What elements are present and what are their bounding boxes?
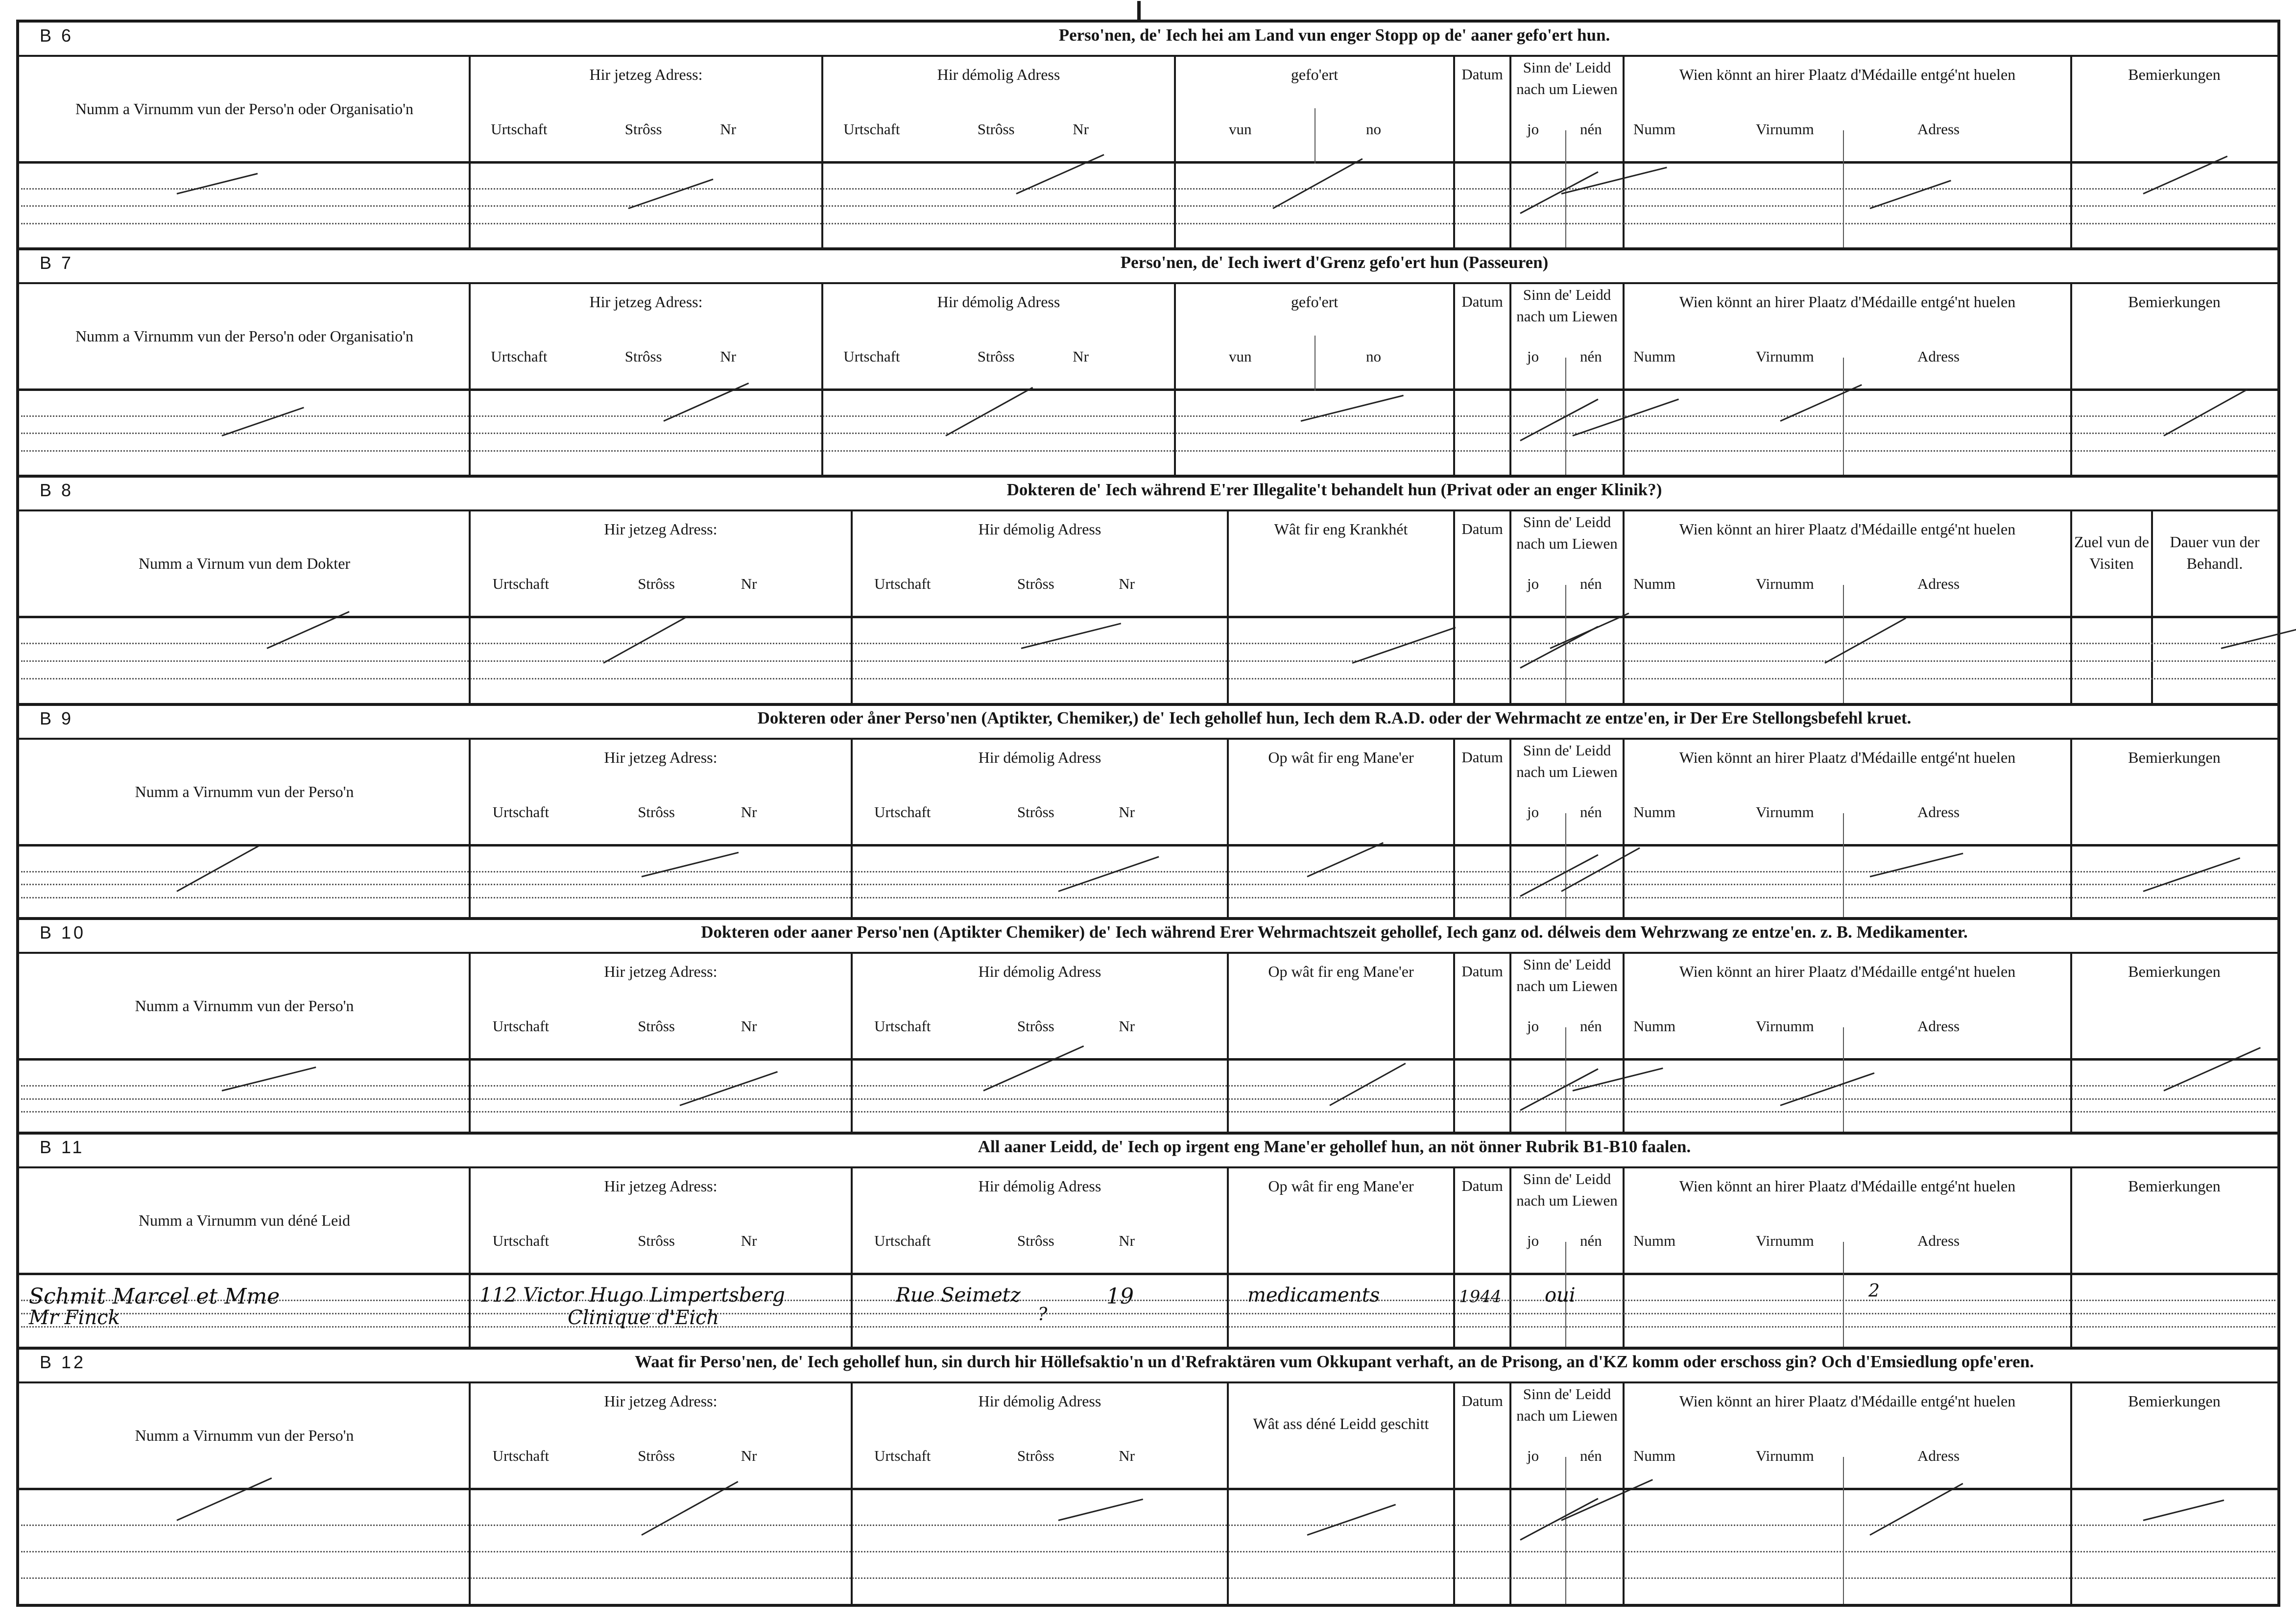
subheader-last-name: Numm [1633,1232,1676,1249]
subheader-number: Nr [1073,348,1089,365]
empty-field-mark [1058,856,1159,892]
medal-divider [1843,1457,1844,1604]
column-header-current-address: Hir jetzeg Adress: [589,66,703,83]
column-divider [2151,511,2153,705]
entry-line [21,1085,2275,1087]
section-header [19,284,2277,391]
empty-field-mark [1825,618,1907,664]
medal-divider [1843,1242,1844,1349]
intention-divider [1565,813,1566,920]
subheader-address: Adress [1917,1232,1960,1249]
column-header-name: Numm a Virnumm vun der Perso'n [135,783,354,800]
subheader-place: Urtschaft [874,1017,931,1035]
section-header [19,57,2277,164]
entry-line [21,1111,2275,1113]
empty-field-mark [1573,1067,1663,1091]
column-header-medal: Wien könnt an hirer Plaatz d'Médaille entgé'nt huelen [1679,520,2016,538]
column-divider [2070,740,2072,920]
column-header-old-address: Hir démolig Adress [978,749,1101,766]
column-divider [1623,511,1625,705]
subheader-street: Strôss [1017,575,1054,592]
entry-date: 1944 [1459,1287,1502,1307]
subheader-street: Strôss [638,1447,675,1464]
entry-line [21,884,2275,885]
subheader-yes: jo [1527,803,1539,821]
column-divider [1509,740,1511,920]
subheader-place: Urtschaft [874,1447,931,1464]
entry-line [21,1525,2275,1526]
entry-line [21,1313,2275,1314]
subheader-first-name: Virnumm [1756,803,1814,821]
subheader-first-name: Virnumm [1756,1447,1814,1464]
subheader-no: nén [1580,1232,1602,1249]
column-divider [2070,1168,2072,1349]
subheader-yes: jo [1527,348,1539,365]
section-b9 [19,705,2277,920]
subheader-address: Adress [1917,803,1960,821]
empty-field-mark [1520,626,1598,669]
subheader-yes: jo [1527,121,1539,138]
column-divider [1623,954,1625,1134]
column-header-current-address: Hir jetzeg Adress: [604,749,718,766]
section-header [19,511,2277,618]
subheader-place: Urtschaft [492,803,550,821]
subheader-number: Nr [1119,1232,1135,1249]
column-header-medal: Wien könnt an hirer Plaatz d'Médaille entgé'nt huelen [1679,66,2016,83]
column-divider [1453,954,1455,1134]
column-header-current-address: Hir jetzeg Adress: [604,963,718,980]
column-header-name: Numm a Virnumm vun der Perso'n [135,1427,354,1444]
column-divider [1509,954,1511,1134]
section-title-row [19,1349,2277,1383]
column-divider [1227,511,1229,705]
column-divider [1509,57,1511,250]
subheader-place: Urtschaft [843,121,900,138]
subheader-yes: jo [1527,1232,1539,1249]
entry-line [21,223,2275,224]
subheader-first-name: Virnumm [1756,575,1814,592]
subheader-number: Nr [741,575,757,592]
empty-field-mark [642,852,739,877]
column-header-remarks: Bemierkungen [2128,293,2221,311]
section-code: B 10 [40,922,86,943]
subheader-last-name: Numm [1633,803,1676,821]
column-header-date: Datum [1461,66,1503,83]
subheader-street: Strôss [638,575,675,592]
column-divider [851,954,853,1134]
subheader-number: Nr [741,1232,757,1249]
column-divider [1453,57,1455,250]
subheader-number: Nr [1119,1017,1135,1035]
empty-field-mark [2221,624,2296,649]
section-title-row [19,1134,2277,1168]
column-divider [469,1383,471,1604]
column-header-date: Datum [1461,520,1503,537]
column-header-intention: Sinn de' Leidd nach um Liewen [1516,1385,1618,1424]
column-header-remarks: Bemierkungen [2128,66,2221,83]
entry-old-address-street: Rue Seimetz [896,1284,1021,1307]
empty-field-mark [1780,1072,1874,1106]
column-divider [469,954,471,1134]
column-divider [1623,57,1625,250]
column-divider [1174,284,1176,477]
column-divider [469,511,471,705]
column-header-what-happened: Wât ass déné Leidd geschitt [1253,1415,1429,1432]
column-divider [1509,284,1511,477]
column-divider [2070,57,2072,250]
column-header-old-address: Hir démolig Adress [978,963,1101,980]
subheader-street: Strôss [1017,1447,1054,1464]
entry-intention: oui [1545,1284,1576,1307]
section-header [19,1383,2277,1490]
subheader-no: nén [1580,803,1602,821]
subheader-last-name: Numm [1633,1017,1676,1035]
subheader-street: Strôss [1017,1232,1054,1249]
column-header-medal: Wien könnt an hirer Plaatz d'Médaille entgé'nt huelen [1679,963,2016,980]
column-divider [1623,740,1625,920]
empty-field-mark [1021,623,1121,649]
section-title-row [19,477,2277,511]
section-code: B 11 [40,1137,85,1157]
empty-field-mark [1520,171,1598,214]
entry-line [21,1098,2275,1100]
subheader-first-name: Virnumm [1756,121,1814,138]
section-title-row [19,920,2277,954]
section-title: Dokteren de' Iech während E'rer Illegalite't behandelt hun (Privat oder an enger Klinik?) [1006,480,1662,499]
column-divider [1509,1383,1511,1604]
subheader-no: nén [1580,348,1602,365]
section-b6 [19,23,2277,250]
column-divider [851,1168,853,1349]
column-divider [1453,1383,1455,1604]
empty-field-mark [1561,167,1667,194]
entry-line [21,643,2275,644]
section-title-row [19,250,2277,284]
column-header-intention: Sinn de' Leidd nach um Liewen [1516,59,1618,97]
column-header-name: Numm a Virnumm vun der Perso'n oder Organisatio'n [75,100,414,118]
column-divider [469,740,471,920]
top-fold-mark [1137,1,1141,22]
medal-divider [1843,813,1844,920]
column-divider [469,1168,471,1349]
entry-old-address-number: 19 [1106,1284,1134,1309]
subheader-address: Adress [1917,121,1960,138]
column-header-manner: Op wât fir eng Mane'er [1268,749,1414,766]
subheader-no: nén [1580,575,1602,592]
column-header-name: Numm a Virnumm vun der Perso'n oder Organisatio'n [75,327,414,345]
column-header-manner: Op wât fir eng Mane'er [1268,963,1414,980]
column-header-old-address: Hir démolig Adress [978,520,1101,538]
subheader-yes: jo [1527,1017,1539,1035]
subheader-number: Nr [1073,121,1089,138]
section-header [19,740,2277,847]
subheader-first-name: Virnumm [1756,348,1814,365]
column-header-remarks: Bemierkungen [2128,1392,2221,1410]
section-b7 [19,250,2277,477]
subheader-last-name: Numm [1633,121,1676,138]
subheader-last-name: Numm [1633,1447,1676,1464]
column-header-date: Datum [1461,963,1503,980]
section-code: B 7 [40,253,74,273]
entry-name-line2: Mr Finck [29,1307,120,1329]
empty-field-mark [222,407,304,436]
column-header-name: Numm a Virnumm vun déné Leid [138,1211,351,1229]
section-title: Perso'nen, de' Iech hei am Land vun enger Stopp op de' aaner gefo'ert hun. [1058,25,1610,45]
section-b8 [19,477,2277,705]
column-header-intention: Sinn de' Leidd nach um Liewen [1516,286,1618,325]
empty-field-mark [1058,1499,1143,1521]
column-header-driven: gefo'ert [1291,293,1339,311]
subheader-to: no [1366,121,1381,138]
subheader-number: Nr [741,1447,757,1464]
column-divider [1453,740,1455,920]
empty-field-mark [2143,857,2241,892]
intention-divider [1565,585,1566,705]
entry-medal-mark: 2 [1868,1281,1880,1301]
entry-line [21,1300,2275,1301]
subheader-place: Urtschaft [843,348,900,365]
subheader-number: Nr [741,1017,757,1035]
section-code: B 9 [40,708,74,728]
column-header-intention: Sinn de' Leidd nach um Liewen [1516,742,1618,780]
column-header-date: Datum [1461,293,1503,310]
entry-line [21,871,2275,872]
subheader-from: vun [1229,348,1252,365]
empty-field-mark [2164,389,2248,436]
section-code: B 12 [40,1352,86,1372]
subheader-number: Nr [720,348,736,365]
column-divider [469,284,471,477]
medal-divider [1843,358,1844,477]
column-divider [1453,284,1455,477]
column-header-manner: Op wât fir eng Mane'er [1268,1177,1414,1195]
medal-divider [1843,130,1844,250]
empty-field-mark [1520,1068,1598,1111]
subheader-yes: jo [1527,1447,1539,1464]
subheader-to: no [1366,348,1381,365]
column-divider [1453,511,1455,705]
column-divider [2070,954,2072,1134]
entry-line [21,678,2275,679]
column-divider [821,57,823,250]
column-header-old-address: Hir démolig Adress [978,1177,1101,1195]
empty-field-mark [1520,854,1598,897]
section-b12 [19,1349,2277,1604]
empty-field-mark [1869,180,1951,209]
empty-field-mark [628,179,714,209]
entry-line [21,205,2275,207]
column-divider [1227,740,1229,920]
subheader-number: Nr [1119,1447,1135,1464]
column-header-current-address: Hir jetzeg Adress: [604,1177,718,1195]
intention-divider [1565,1027,1566,1134]
column-header-duration: Dauer vun der Behandl. [2170,533,2260,572]
column-header-intention: Sinn de' Leidd nach um Liewen [1516,513,1618,552]
entry-old-address-mark: ? [1038,1305,1048,1325]
entry-name-line1: Schmit Marcel et Mme [29,1284,280,1309]
subheader-place: Urtschaft [874,1232,931,1249]
subheader-place: Urtschaft [492,575,550,592]
column-header-medal: Wien könnt an hirer Plaatz d'Médaille entgé'nt huelen [1679,1392,2016,1410]
column-divider [821,284,823,477]
subheader-address: Adress [1917,1447,1960,1464]
column-header-remarks: Bemierkungen [2128,1177,2221,1195]
column-header-old-address: Hir démolig Adress [937,66,1060,83]
column-divider [1623,1168,1625,1349]
entry-line [21,188,2275,190]
section-title: Dokteren oder aaner Perso'nen (Aptikter Chemiker) de' Iech während Erer Wehrmachtszeit gehollef, Iech ganz od. délweis dem Wehrzwang ze entze'en. z. B. Medikamenter. [701,922,1968,942]
section-code: B 8 [40,480,74,500]
subheader-last-name: Numm [1633,348,1676,365]
empty-field-mark [222,1066,316,1091]
subheader-street: Strôss [624,121,662,138]
entry-current-address: 112 Victor Hugo Limpertsberg [479,1284,785,1307]
empty-field-mark [680,1071,778,1106]
empty-field-mark [1869,1483,1963,1536]
section-b11 [19,1134,2277,1349]
column-header-medal: Wien könnt an hirer Plaatz d'Médaille entgé'nt huelen [1679,1177,2016,1195]
subheader-place: Urtschaft [874,803,931,821]
subheader-place: Urtschaft [492,1017,550,1035]
subheader-place: Urtschaft [491,348,548,365]
intention-divider [1565,1457,1566,1604]
empty-field-mark [1352,627,1456,663]
column-divider [1509,511,1511,705]
empty-field-mark [1520,399,1598,441]
subheader-street: Strôss [1017,803,1054,821]
subheader-number: Nr [720,121,736,138]
subheader-street: Strôss [624,348,662,365]
subheader-yes: jo [1527,575,1539,592]
subheader-street: Strôss [1017,1017,1054,1035]
subheader-street: Strôss [638,1232,675,1249]
subheader-number: Nr [741,803,757,821]
column-divider [1227,1383,1229,1604]
column-header-name: Numm a Virnumm vun der Perso'n [135,997,354,1015]
subheader-place: Urtschaft [874,575,931,592]
column-header-name: Numm a Virnum vun dem Dokter [138,555,351,572]
entry-line [21,1551,2275,1552]
subheader-from: vun [1229,121,1252,138]
subheader-no: nén [1580,1447,1602,1464]
column-divider [2070,1383,2072,1604]
subheader-first-name: Virnumm [1756,1017,1814,1035]
subheader-number: Nr [1119,575,1135,592]
subheader-address: Adress [1917,348,1960,365]
column-header-remarks: Bemierkungen [2128,749,2221,766]
column-header-old-address: Hir démolig Adress [937,293,1060,311]
column-header-date: Datum [1461,1177,1503,1194]
section-code: B 6 [40,25,74,46]
column-header-illness: Wât fir eng Krankhét [1274,520,1408,538]
medal-divider [1843,585,1844,705]
empty-field-mark [1307,1504,1396,1536]
empty-field-mark [1869,853,1963,877]
subheader-street: Strôss [638,1017,675,1035]
subheader-address: Adress [1917,1017,1960,1035]
subheader-first-name: Virnumm [1756,1232,1814,1249]
column-divider [1623,284,1625,477]
section-b10 [19,920,2277,1134]
empty-field-mark [603,616,688,664]
section-title: Waat fir Perso'nen, de' Iech gehollef hun, sin durch hir Höllefsaktio'n un d'Refraktären vum Okkupant verhaft, an de Prisong, an d'KZ komm oder erschoss gin? Och d'Emsiedlung opfe'eren. [635,1352,2034,1371]
column-divider [1453,1168,1455,1349]
subheader-street: Strôss [977,121,1015,138]
column-divider [851,740,853,920]
entry-line [21,415,2275,417]
entry-line [21,897,2275,898]
column-divider [2070,511,2072,705]
subheader-street: Strôss [638,803,675,821]
column-header-driven: gefo'ert [1291,66,1339,83]
column-header-intention: Sinn de' Leidd nach um Liewen [1516,1170,1618,1209]
column-divider [851,1383,853,1604]
column-divider [2070,284,2072,477]
section-title: All aaner Leidd, de' Iech op irgent eng Mane'er gehollef hun, an nöt önner Rubrik B1-B10 faalen. [978,1137,1691,1156]
subheader-address: Adress [1917,575,1960,592]
empty-field-mark [177,173,258,194]
subheader-place: Urtschaft [491,121,548,138]
empty-field-mark [945,387,1033,436]
entry-line [21,1326,2275,1328]
entry-manner: medicaments [1247,1284,1380,1307]
subheader-last-name: Numm [1633,575,1676,592]
subheader-place: Urtschaft [492,1447,550,1464]
entry-line [21,433,2275,434]
empty-field-mark [1520,1498,1598,1541]
column-header-date: Datum [1461,1392,1503,1409]
subheader-street: Strôss [977,348,1015,365]
entry-line [21,450,2275,452]
empty-field-mark [2143,1500,2224,1521]
column-header-medal: Wien könnt an hirer Plaatz d'Médaille entgé'nt huelen [1679,749,2016,766]
section-title-row [19,23,2277,57]
column-divider [1174,57,1176,250]
column-header-medal: Wien könnt an hirer Plaatz d'Médaille entgé'nt huelen [1679,293,2016,311]
section-header [19,1168,2277,1275]
medal-divider [1843,1027,1844,1134]
subheader-place: Urtschaft [492,1232,550,1249]
column-header-current-address: Hir jetzeg Adress: [604,1392,718,1410]
section-title: Dokteren oder åner Perso'nen (Aptikter, Chemiker,) de' Iech gehollef hun, Iech dem R.A.D. oder der Wehrmacht ze entze'en, ir Der Ere Stellongsbefehl kruet. [757,708,1912,727]
column-header-current-address: Hir jetzeg Adress: [604,520,718,538]
column-divider [851,511,853,705]
section-title-row [19,705,2277,740]
section-title: Perso'nen, de' Iech iwert d'Grenz gefo'ert hun (Passeuren) [1120,253,1549,272]
entry-line [21,1577,2275,1579]
entry-current-address-line2: Clinique d'Eich [568,1307,719,1329]
entry-line [21,660,2275,662]
subheader-number: Nr [1119,803,1135,821]
column-divider [1227,954,1229,1134]
column-divider [469,57,471,250]
empty-field-mark [1300,395,1403,422]
empty-field-mark [1272,158,1363,209]
column-header-current-address: Hir jetzeg Adress: [589,293,703,311]
column-header-visits: Zuel vun de Visiten [2074,533,2149,572]
column-divider [1227,1168,1229,1349]
subheader-no: nén [1580,1017,1602,1035]
section-header [19,954,2277,1061]
subheader-no: nén [1580,121,1602,138]
column-header-remarks: Bemierkungen [2128,963,2221,980]
column-header-date: Datum [1461,749,1503,766]
column-divider [1509,1168,1511,1349]
column-header-intention: Sinn de' Leidd nach um Liewen [1516,956,1618,994]
column-header-old-address: Hir démolig Adress [978,1392,1101,1410]
